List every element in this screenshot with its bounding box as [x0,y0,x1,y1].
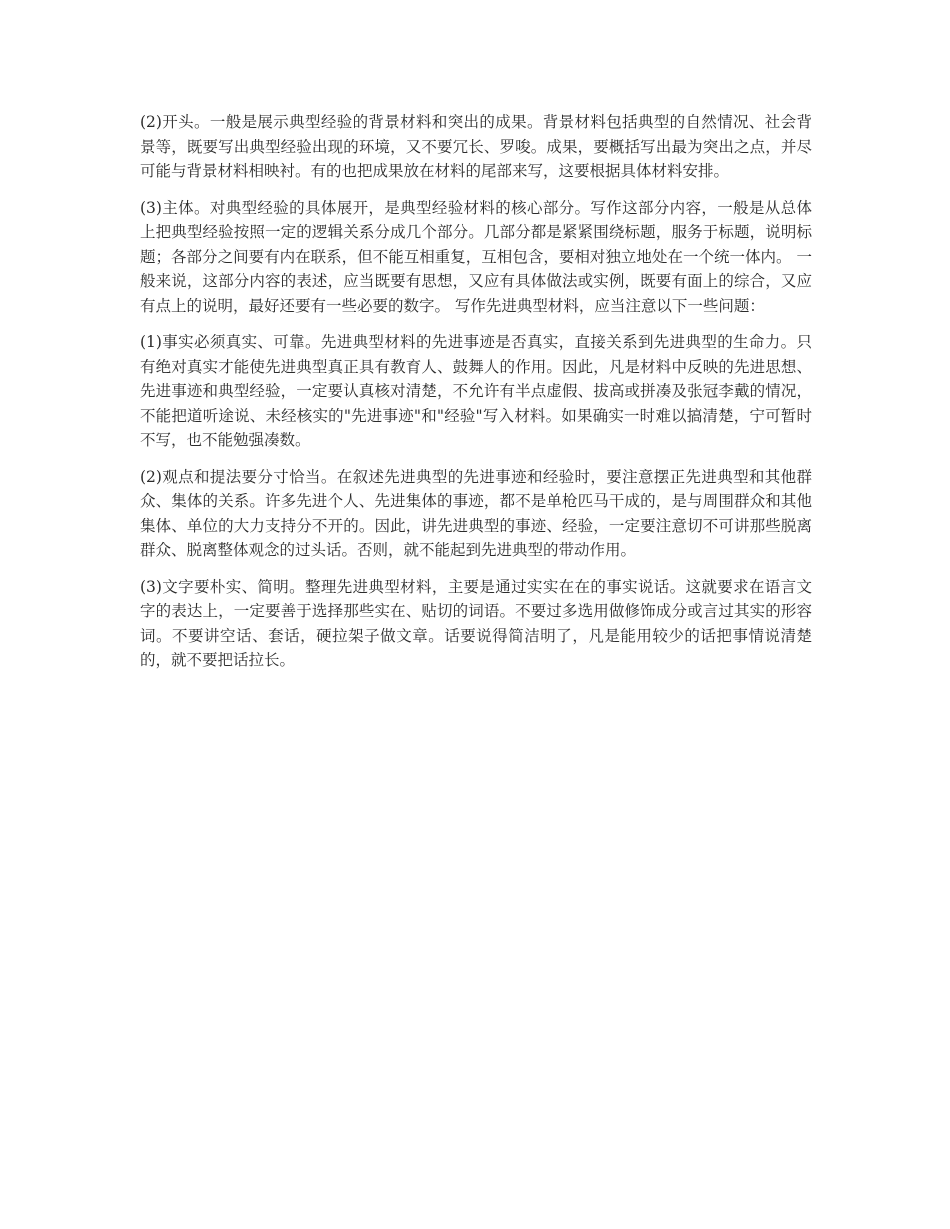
paragraph-main-body: (3)主体。对典型经验的具体展开，是典型经验材料的核心部分。写作这部分内容，一般是从总体上把典型经验按照一定的逻辑关系分成几个部分。几部分都是紧紧围绕标题，服务于标题，说明标题；各部分之间要有内在联系，但不能互相重复，互相包含，要相对独立地处在一个统一体内。 一般来说，这部分内容的表述，应当既要有思想，又应有具体做法或实例，既要有面上的综合，又应有点上的说明，最好还要有一些必要的数字。 写作先进典型材料，应当注意以下一些问题： [140,198,812,315]
paragraph-point-3: (3)文字要朴实、简明。整理先进典型材料，主要是通过实实在在的事实说话。这就要求在语言文字的表达上，一定要善于选择那些实在、贴切的词语。不要过多选用做修饰成分或言过其实的形容词。不要讲空话、套话，硬拉架子做文章。话要说得简洁明了，凡是能用较少的话把事情说清楚的，就不要把话拉长。 [140,577,812,669]
document-body [140,110,812,685]
paragraph-opening: (2)开头。一般是展示典型经验的背景材料和突出的成果。背景材料包括典型的自然情况、社会背景等，既要写出典型经验出现的环境，又不要冗长、罗唆。成果，要概括写出最为突出之点，并尽可能与背景材料相映衬。有的也把成果放在材料的尾部来写，这要根据具体材料安排。 [140,113,812,180]
paragraph-point-1: (1)事实必须真实、可靠。先进典型材料的先进事迹是否真实，直接关系到先进典型的生命力。只有绝对真实才能使先进典型真正具有教育人、鼓舞人的作用。因此，凡是材料中反映的先进思想、先进事迹和典型经验，一定要认真核对清楚，不允许有半点虚假、拔高或拼凑及张冠李戴的情况，不能把道听途说、未经核实的"先进事迹"和"经验"写入材料。如果确实一时难以搞清楚，宁可暂时不写，也不能勉强凑数。 [140,333,812,449]
paragraph-point-2: (2)观点和提法要分寸恰当。在叙述先进典型的先进事迹和经验时，要注意摆正先进典型和其他群众、集体的关系。许多先进个人、先进集体的事迹，都不是单枪匹马干成的，是与周围群众和其他集体、单位的大力支持分不开的。因此，讲先进典型的事迹、经验，一定要注意切不可讲那些脱离群众、脱离整体观念的过头话。否则，就不能起到先进典型的带动作用。 [140,467,812,559]
